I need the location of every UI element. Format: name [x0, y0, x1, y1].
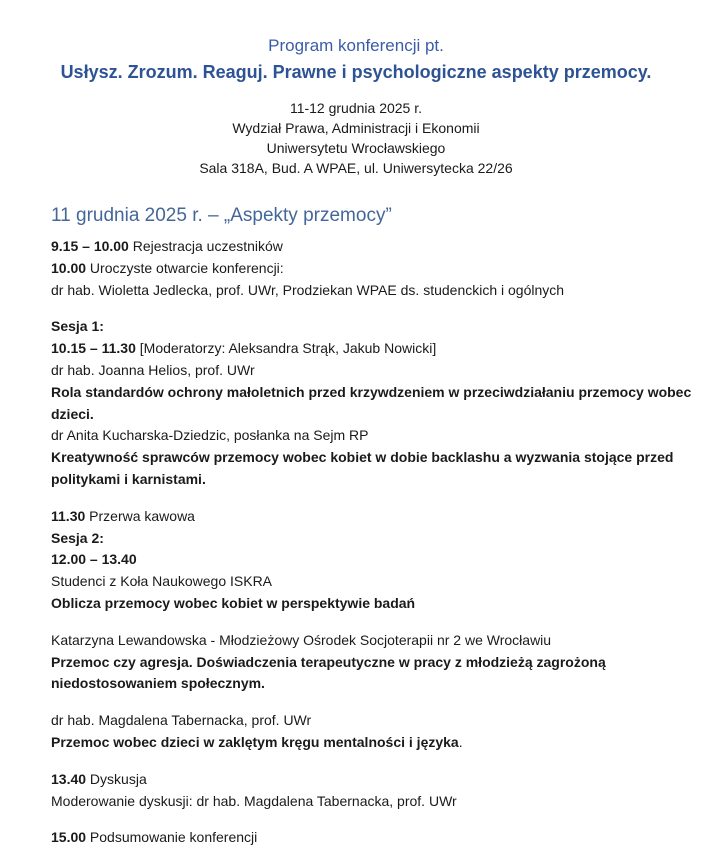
venue-block — [51, 98, 661, 178]
schedule-text-bold: Sesja 1: — [51, 318, 104, 335]
schedule-line — [51, 827, 661, 849]
schedule-text: Katarzyna Lewandowska - Młodzieżowy Ośrodek Socjoterapii nr 2 we Wrocławiu — [51, 631, 552, 648]
schedule-text-bold: politykami i karnistami. — [51, 470, 206, 487]
schedule-line — [51, 549, 661, 571]
schedule-line — [51, 382, 692, 404]
blank-line — [51, 301, 661, 316]
schedule-text: dr Anita Kucharska-Dziedzic, posłanka na Sejm RP — [51, 427, 369, 444]
schedule-text-bold: 10.00 — [51, 259, 87, 276]
schedule-text: dr hab. Magdalena Tabernacka, prof. UWr — [51, 712, 312, 729]
schedule-text-bold: niedostosowaniem społecznym. — [51, 675, 265, 692]
schedule-text-bold: dzieci. — [51, 405, 94, 422]
schedule-line — [51, 593, 661, 615]
schedule-text-bold: 13.40 — [51, 770, 87, 787]
venue-room: Sala 318A, Bud. A WPAE, ul. Uniwersytecka 22/26 — [199, 160, 513, 176]
schedule-line — [51, 236, 661, 258]
schedule-line — [51, 528, 661, 550]
schedule-line — [51, 469, 661, 491]
blank-line — [51, 615, 661, 630]
blank-line — [51, 695, 661, 710]
schedule-text-bold: Sesja 2: — [51, 529, 104, 546]
conference-title: Usłysz. Zrozum. Reaguj. Prawne i psychologiczne aspekty przemocy. — [60, 62, 652, 82]
schedule-line — [51, 425, 661, 447]
schedule-text-bold: Przemoc czy agresja. Doświadczenia terapeutyczne w pracy z młodzieżą zagrożoną — [51, 653, 606, 670]
schedule-text-bold: 12.00 – 13.40 — [51, 551, 137, 568]
schedule-line — [51, 710, 661, 732]
schedule-line — [51, 732, 661, 754]
venue-faculty: Wydział Prawa, Administracji i Ekonomii — [232, 120, 480, 136]
schedule-line — [51, 280, 661, 302]
schedule-text-bold: Kreatywność sprawców przemocy wobec kobiet w dobie backlashu a wyzwania stojące przed — [51, 449, 674, 466]
schedule-text-bold: 11.30 — [51, 507, 86, 524]
schedule-text-bold: Przemoc wobec dzieci w zaklętym kręgu mentalności i języka — [51, 733, 459, 750]
conference-title-intro: Program konferencji pt. — [268, 36, 444, 55]
schedule-line — [51, 360, 661, 382]
schedule-text: Rejestracja uczestników — [128, 238, 283, 254]
schedule — [51, 236, 692, 849]
schedule-line — [51, 791, 661, 813]
schedule-text-bold: 9.15 – 10.00 — [51, 238, 129, 254]
day-section-heading: 11 grudnia 2025 r. – „Aspekty przemocy” — [51, 205, 392, 226]
schedule-line — [51, 571, 661, 593]
schedule-line — [51, 630, 661, 652]
schedule-line — [51, 316, 661, 338]
blank-line — [51, 754, 661, 769]
schedule-text: Moderowanie dyskusji: dr hab. Magdalena Tabernacka, prof. UWr — [51, 792, 457, 809]
schedule-text-bold: Oblicza przemocy wobec kobiet w perspektywie badań — [51, 594, 416, 611]
schedule-text: [Moderatorzy: Aleksandra Strąk, Jakub Nowicki] — [135, 340, 437, 357]
schedule-line — [51, 506, 661, 528]
schedule-line — [51, 447, 674, 469]
document-header — [51, 34, 661, 178]
schedule-text: Przerwa kawowa — [85, 507, 195, 524]
schedule-text-bold: Rola standardów ochrony małoletnich przed krzywdzeniem w przeciwdziałaniu przemocy wobec — [51, 383, 692, 400]
schedule-text: Podsumowanie konferencji — [86, 829, 258, 846]
schedule-text: . — [458, 733, 463, 750]
schedule-text-bold: 15.00 — [51, 829, 87, 846]
schedule-line — [51, 258, 661, 280]
blank-line — [51, 812, 661, 827]
schedule-text-bold: 10.15 – 11.30 — [51, 340, 136, 357]
schedule-line — [51, 338, 661, 360]
schedule-text: dr hab. Joanna Helios, prof. UWr — [51, 361, 255, 378]
schedule-text: Uroczyste otwarcie konferencji: — [86, 259, 284, 276]
schedule-text: Dyskusja — [86, 770, 147, 787]
schedule-text: dr hab. Wioletta Jedlecka, prof. UWr, Prodziekan WPAE ds. studenckich i ogólnych — [51, 281, 565, 298]
schedule-text: Studenci z Koła Naukowego ISKRA — [51, 573, 273, 590]
blank-line — [51, 491, 661, 506]
schedule-line — [51, 769, 661, 791]
schedule-line — [51, 652, 661, 674]
conference-date: 11-12 grudnia 2025 r. — [289, 100, 423, 116]
schedule-line — [51, 404, 661, 426]
schedule-line — [51, 673, 661, 695]
venue-university: Uniwersytetu Wrocławskiego — [266, 140, 446, 156]
